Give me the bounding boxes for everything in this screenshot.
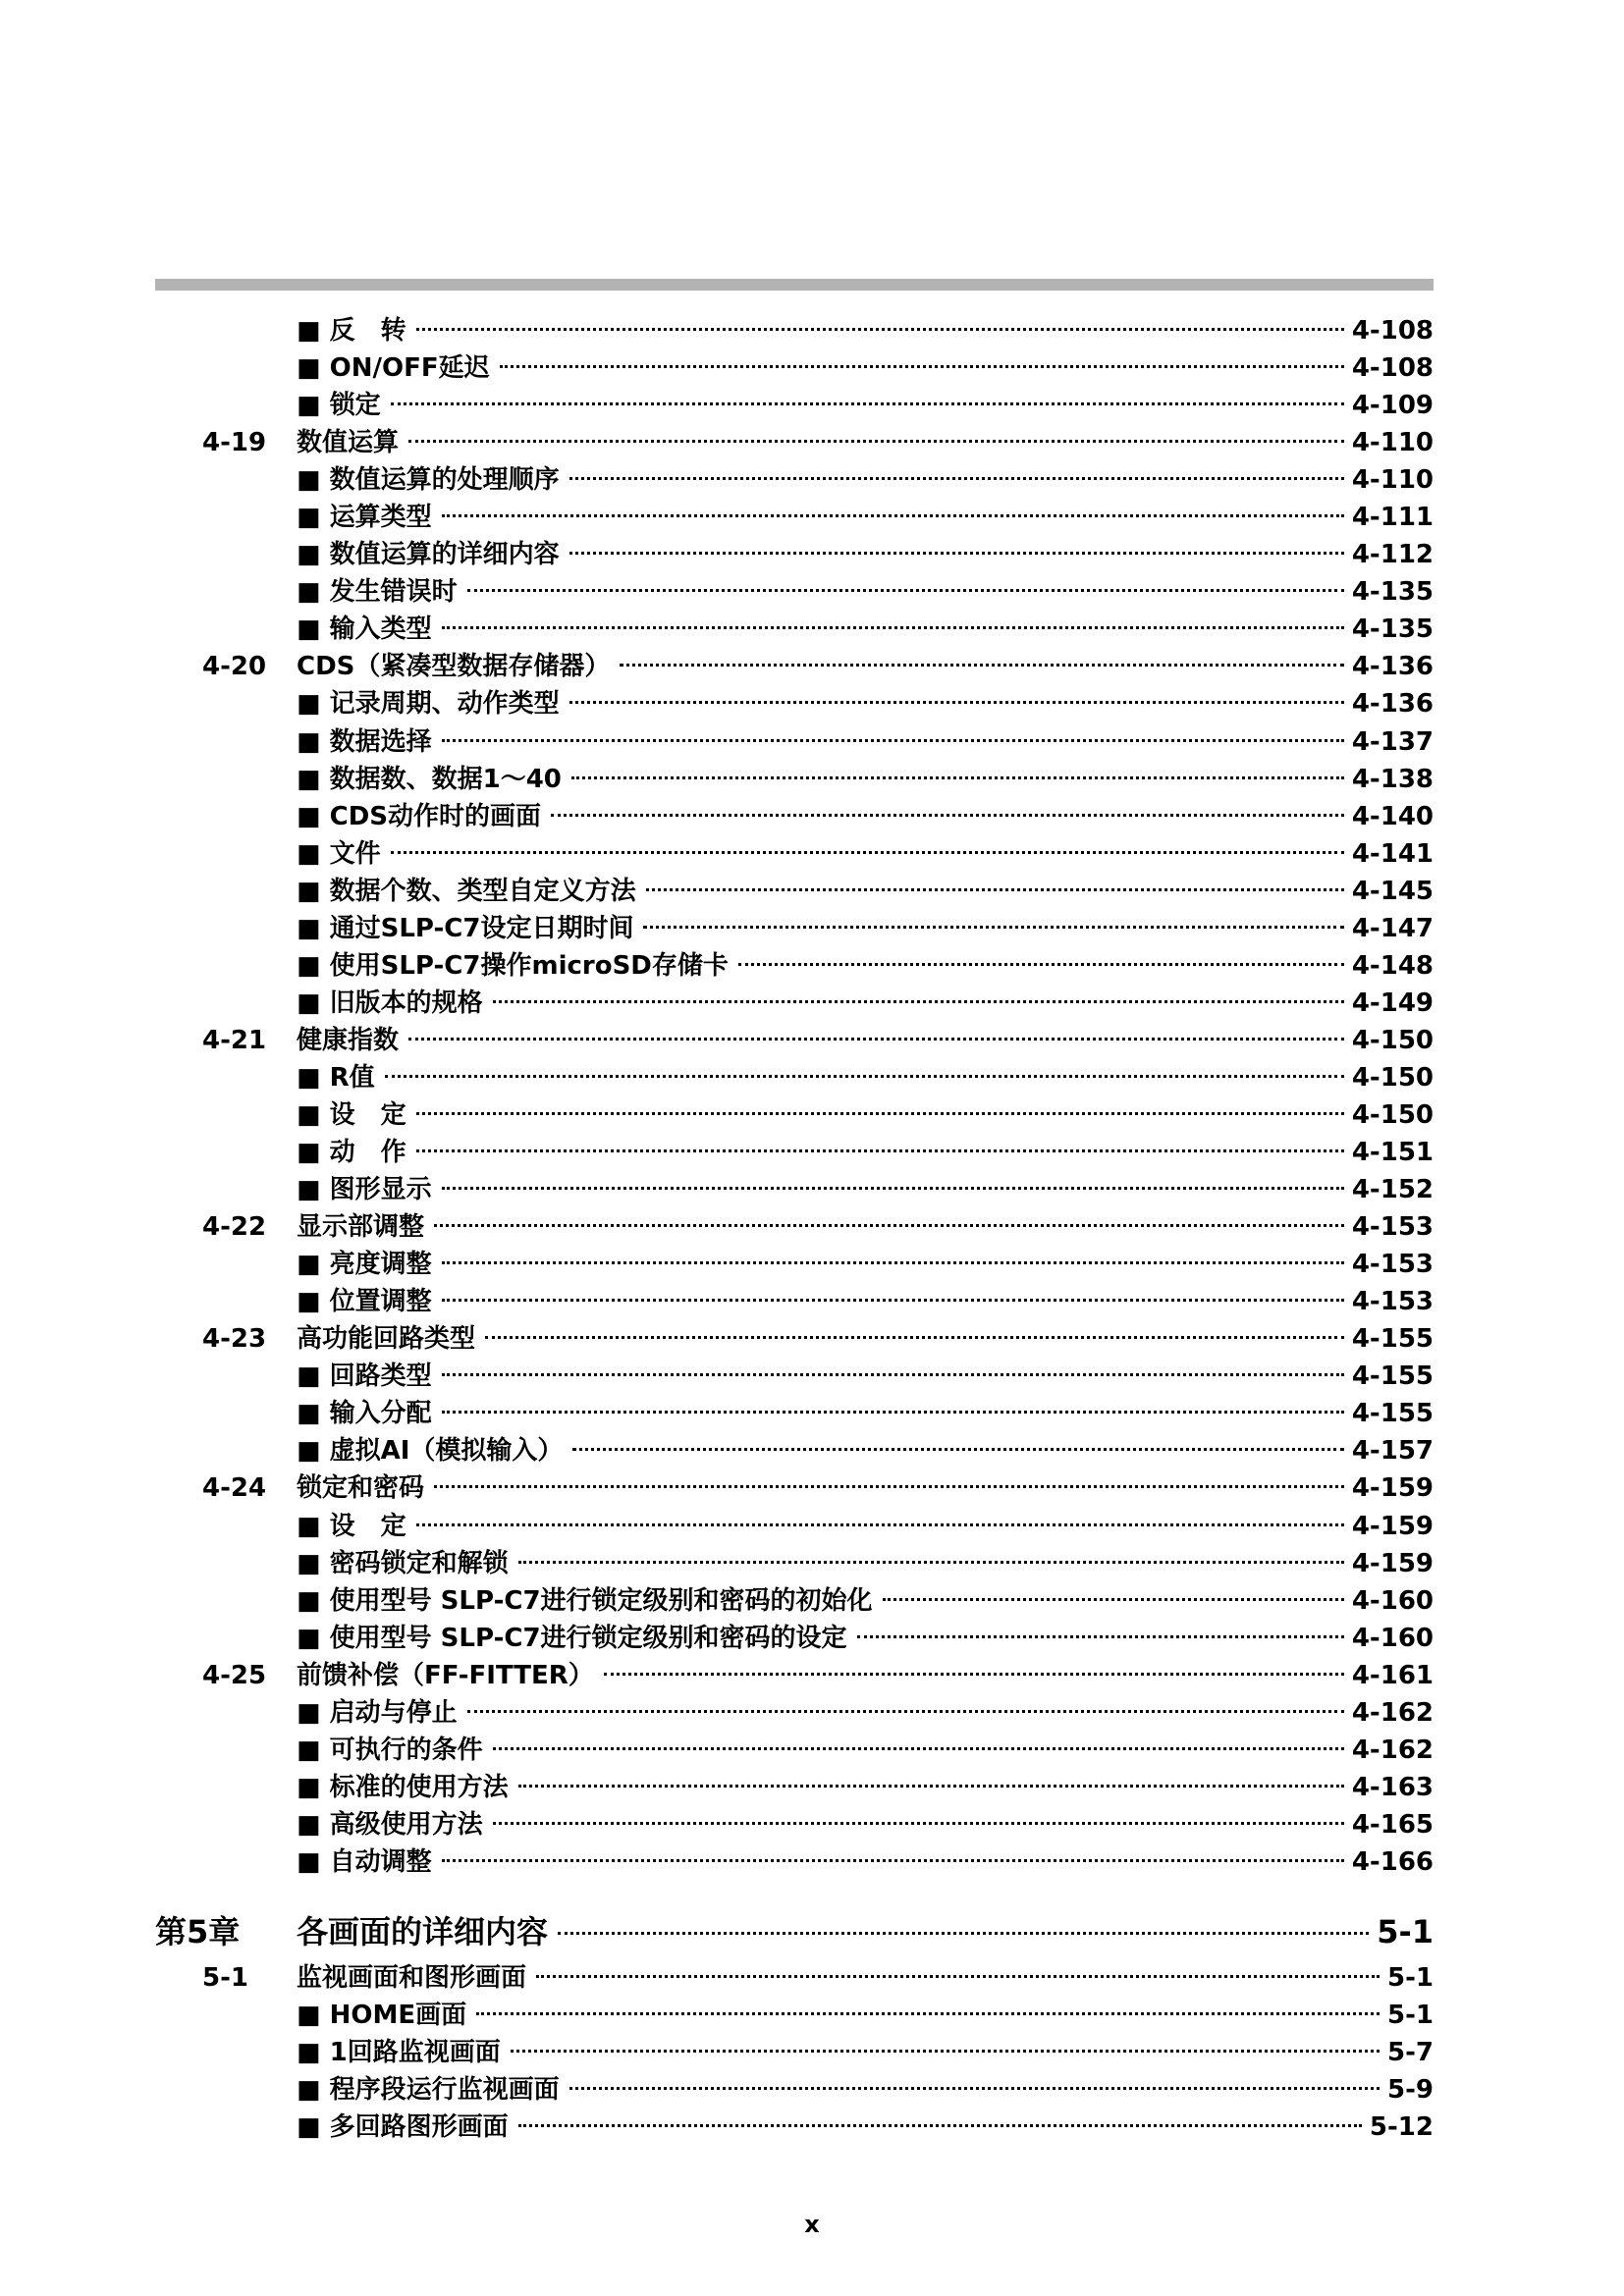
entry-title: ■ 虚拟AI（模拟输入） [297, 1432, 563, 1469]
entry-title: ■ 使用型号 SLP-C7进行锁定级别和密码的设定 [297, 1620, 847, 1657]
entry-page: 4-150 [1351, 1062, 1434, 1093]
toc-subentry[interactable] [155, 685, 1434, 722]
toc-section-entry[interactable] [155, 1320, 1434, 1358]
toc-section-entry[interactable] [155, 1959, 1434, 1997]
entry-title: ■ 文件 [297, 835, 381, 873]
toc-subentry[interactable] [155, 1769, 1434, 1806]
entry-title: ■ 通过SLP-C7设定日期时间 [297, 910, 633, 947]
dot-leader [391, 402, 1344, 405]
toc-subentry[interactable] [155, 1806, 1434, 1843]
dot-leader [518, 2124, 1362, 2127]
entry-title: 前馈补偿（FF-FITTER） [297, 1660, 594, 1690]
dot-leader [604, 1673, 1344, 1676]
entry-page: 4-162 [1351, 1735, 1434, 1765]
entry-page: 4-155 [1351, 1399, 1434, 1429]
entry-page: 4-136 [1351, 689, 1434, 720]
dot-leader [442, 1411, 1344, 1414]
toc-subentry[interactable] [155, 1732, 1434, 1769]
entry-title: ■ 亮度调整 [297, 1246, 432, 1283]
toc-section-entry[interactable] [155, 424, 1434, 461]
entry-page: 5-7 [1387, 2038, 1434, 2068]
dot-leader [408, 440, 1344, 443]
table-of-contents [155, 312, 1434, 2146]
entry-title: ■ 可执行的条件 [297, 1732, 483, 1769]
entry-page: 4-157 [1351, 1436, 1434, 1467]
entry-title: ■ 图形显示 [297, 1171, 432, 1208]
entry-page: 4-159 [1351, 1511, 1434, 1541]
dot-leader [442, 1859, 1344, 1862]
toc-subentry[interactable] [155, 1545, 1434, 1582]
section-number: 4-19 [202, 428, 267, 458]
dot-leader [467, 1710, 1344, 1713]
entry-title: ■ 数值运算的处理顺序 [297, 461, 560, 499]
toc-subentry[interactable] [155, 985, 1434, 1022]
dot-leader [442, 1187, 1344, 1190]
dot-leader [493, 1000, 1344, 1003]
dot-leader [571, 776, 1344, 779]
toc-subentry[interactable] [155, 1134, 1434, 1171]
toc-subentry[interactable] [155, 1620, 1434, 1657]
toc-subentry[interactable] [155, 1171, 1434, 1208]
entry-page: 4-149 [1351, 988, 1434, 1018]
toc-subentry[interactable] [155, 312, 1434, 349]
dot-leader [442, 739, 1344, 742]
toc-section-entry[interactable] [155, 1208, 1434, 1246]
entry-title: ■ 设 定 [297, 1096, 406, 1134]
entry-page: 4-136 [1351, 652, 1434, 682]
entry-page: 4-155 [1351, 1362, 1434, 1392]
toc-subentry[interactable] [155, 910, 1434, 947]
toc-subentry[interactable] [155, 461, 1434, 499]
dot-leader [857, 1635, 1344, 1638]
entry-page: 4-166 [1351, 1846, 1434, 1877]
dot-leader [485, 1336, 1344, 1339]
dot-leader [442, 1299, 1344, 1302]
entry-title: ■ 使用型号 SLP-C7进行锁定级别和密码的初始化 [297, 1582, 873, 1620]
section-number: 4-20 [202, 652, 267, 682]
dot-leader [646, 888, 1344, 891]
dot-leader [569, 2087, 1380, 2090]
dot-leader [500, 365, 1344, 368]
toc-subentry[interactable] [155, 573, 1434, 611]
dot-leader [518, 1785, 1344, 1788]
entry-page: 5-1 [1387, 1962, 1434, 1993]
entry-title: ■ 锁定 [297, 387, 381, 424]
entry-page: 4-135 [1351, 614, 1434, 645]
entry-title: ■ 数据数、数据1～40 [297, 761, 562, 798]
dot-leader [434, 1224, 1344, 1227]
entry-page: 4-108 [1351, 353, 1434, 384]
entry-title: ■ ON/OFF延迟 [297, 349, 490, 387]
dot-leader [442, 1373, 1344, 1376]
page-number: x [804, 2211, 820, 2238]
section-number: 4-23 [202, 1324, 267, 1355]
entry-title: ■ 程序段运行监视画面 [297, 2071, 560, 2109]
toc-section-chapter4 [155, 312, 1434, 1881]
toc-section-entry[interactable] [155, 648, 1434, 685]
dot-leader [434, 1485, 1344, 1488]
toc-subentry[interactable] [155, 1432, 1434, 1469]
toc-subentry[interactable] [155, 2109, 1434, 2146]
entry-title: ■ 启动与停止 [297, 1694, 458, 1732]
toc-subentry[interactable] [155, 611, 1434, 648]
entry-page: 4-159 [1351, 1548, 1434, 1578]
toc-subentry[interactable] [155, 349, 1434, 387]
toc-chapter-5[interactable] [155, 1904, 1434, 1959]
dot-leader [442, 626, 1344, 629]
chapter-title: 各画面的详细内容 [297, 1912, 549, 1950]
entry-title: 监视画面和图形画面 [297, 1962, 527, 1993]
dot-leader [385, 1075, 1344, 1078]
toc-subentry[interactable] [155, 1395, 1434, 1432]
entry-page: 4-145 [1351, 876, 1434, 906]
entry-page: 4-155 [1351, 1324, 1434, 1355]
entry-page: 4-110 [1351, 465, 1434, 496]
entry-page: 4-112 [1351, 540, 1434, 570]
entry-title: ■ 1回路监视画面 [297, 2034, 501, 2071]
section-number: 4-21 [202, 1025, 267, 1055]
entry-title: 锁定和密码 [297, 1473, 425, 1504]
section-number: 5-1 [202, 1962, 248, 1993]
dot-leader [416, 1149, 1344, 1152]
dot-leader [442, 514, 1344, 517]
entry-page: 4-160 [1351, 1623, 1434, 1653]
toc-subentry[interactable] [155, 387, 1434, 424]
entry-page: 4-151 [1351, 1138, 1434, 1168]
entry-page: 5-12 [1369, 2112, 1434, 2143]
dot-leader [643, 926, 1343, 929]
entry-title: ■ 数据选择 [297, 723, 432, 761]
toc-subentry[interactable] [155, 499, 1434, 536]
entry-title: ■ 设 定 [297, 1508, 406, 1545]
entry-title: ■ 多回路图形画面 [297, 2109, 509, 2146]
entry-page: 4-135 [1351, 577, 1434, 608]
entry-title: ■ 反 转 [297, 312, 406, 349]
entry-title: ■ 数值运算的详细内容 [297, 536, 560, 573]
entry-title: ■ 高级使用方法 [297, 1806, 483, 1843]
toc-subentry[interactable] [155, 2034, 1434, 2071]
entry-page: 4-138 [1351, 764, 1434, 794]
entry-title: 健康指数 [297, 1025, 400, 1055]
entry-title: 高功能回路类型 [297, 1324, 476, 1355]
dot-leader [493, 1822, 1344, 1825]
toc-subentry[interactable] [155, 2071, 1434, 2109]
entry-page: 4-163 [1351, 1772, 1434, 1802]
dot-leader [416, 328, 1344, 331]
dot-leader [551, 814, 1344, 817]
entry-title: 数值运算 [297, 428, 400, 458]
toc-section-chapter5 [155, 1959, 1434, 2146]
entry-page: 4-162 [1351, 1697, 1434, 1728]
entry-page: 4-153 [1351, 1212, 1434, 1243]
entry-title: ■ 输入类型 [297, 611, 432, 648]
entry-title: ■ 使用SLP-C7操作microSD存储卡 [297, 947, 729, 985]
toc-section-entry[interactable] [155, 1022, 1434, 1059]
dot-leader [536, 1975, 1380, 1978]
entry-page: 4-165 [1351, 1809, 1434, 1840]
dot-leader [569, 552, 1344, 555]
entry-title: ■ 运算类型 [297, 499, 432, 536]
entry-page: 4-140 [1351, 801, 1434, 831]
entry-title: ■ 记录周期、动作类型 [297, 685, 560, 722]
toc-subentry[interactable] [155, 761, 1434, 798]
entry-page: 4-137 [1351, 726, 1434, 757]
dot-leader [442, 1261, 1344, 1264]
entry-title: ■ CDS动作时的画面 [297, 798, 541, 835]
dot-leader [511, 2050, 1380, 2053]
entry-title: ■ 动 作 [297, 1134, 406, 1171]
dot-leader [493, 1747, 1344, 1750]
toc-subentry[interactable] [155, 1358, 1434, 1395]
toc-subentry[interactable] [155, 1283, 1434, 1320]
entry-title: ■ 回路类型 [297, 1358, 432, 1395]
entry-page: 4-153 [1351, 1287, 1434, 1317]
entry-page: 4-148 [1351, 950, 1434, 981]
chapter-number: 第5章 [155, 1912, 241, 1950]
dot-leader [620, 664, 1343, 667]
toc-subentry[interactable] [155, 835, 1434, 873]
entry-page: 4-108 [1351, 316, 1434, 346]
entry-page: 4-160 [1351, 1585, 1434, 1616]
entry-page: 4-152 [1351, 1175, 1434, 1205]
entry-title: ■ 发生错误时 [297, 573, 458, 611]
entry-title: 显示部调整 [297, 1212, 425, 1243]
toc-subentry[interactable] [155, 1997, 1434, 2034]
dot-leader [569, 701, 1344, 704]
dot-leader [391, 851, 1344, 854]
section-number: 4-24 [202, 1473, 267, 1504]
toc-subentry[interactable] [155, 1246, 1434, 1283]
chapter-page: 5-1 [1377, 1912, 1434, 1950]
entry-title: ■ 自动调整 [297, 1843, 432, 1881]
dot-leader [408, 1038, 1344, 1041]
entry-page: 4-153 [1351, 1250, 1434, 1280]
toc-subentry[interactable] [155, 873, 1434, 910]
dot-leader [738, 963, 1344, 966]
toc-subentry[interactable] [155, 1508, 1434, 1545]
entry-page: 5-1 [1387, 2001, 1434, 2031]
dot-leader [416, 1523, 1344, 1526]
toc-subentry[interactable] [155, 1694, 1434, 1732]
dot-leader [558, 1932, 1369, 1935]
toc-subentry[interactable] [155, 723, 1434, 761]
toc-subentry[interactable] [155, 947, 1434, 985]
entry-page: 4-159 [1351, 1473, 1434, 1504]
entry-title: ■ 旧版本的规格 [297, 985, 483, 1022]
toc-subentry[interactable] [155, 1843, 1434, 1881]
toc-subentry[interactable] [155, 798, 1434, 835]
entry-page: 5-9 [1387, 2075, 1434, 2106]
entry-title: ■ 标准的使用方法 [297, 1769, 509, 1806]
header-rule [155, 279, 1434, 291]
dot-leader [518, 1561, 1344, 1564]
toc-subentry[interactable] [155, 536, 1434, 573]
dot-leader [467, 589, 1344, 592]
section-number: 4-22 [202, 1212, 267, 1243]
entry-page: 4-147 [1351, 913, 1434, 943]
section-number: 4-25 [202, 1660, 267, 1690]
dot-leader [883, 1598, 1344, 1601]
entry-page: 4-110 [1351, 428, 1434, 458]
dot-leader [476, 2012, 1380, 2015]
entry-page: 4-141 [1351, 838, 1434, 869]
toc-subentry[interactable] [155, 1582, 1434, 1620]
entry-page: 4-109 [1351, 391, 1434, 421]
dot-leader [569, 477, 1344, 480]
entry-page: 4-150 [1351, 1025, 1434, 1055]
entry-title: ■ 数据个数、类型自定义方法 [297, 873, 636, 910]
toc-subentry[interactable] [155, 1096, 1434, 1134]
toc-section-entry[interactable] [155, 1657, 1434, 1694]
entry-page: 4-111 [1351, 503, 1434, 533]
entry-page: 4-161 [1351, 1660, 1434, 1690]
entry-title: CDS（紧凑型数据存储器） [297, 652, 611, 682]
entry-title: ■ R值 [297, 1059, 375, 1096]
entry-title: ■ 输入分配 [297, 1395, 432, 1432]
toc-subentry[interactable] [155, 1059, 1434, 1096]
toc-section-entry[interactable] [155, 1469, 1434, 1507]
dot-leader [572, 1448, 1343, 1451]
entry-title: ■ HOME画面 [297, 1997, 466, 2034]
entry-title: ■ 密码锁定和解锁 [297, 1545, 509, 1582]
dot-leader [416, 1112, 1344, 1115]
entry-title: ■ 位置调整 [297, 1283, 432, 1320]
entry-page: 4-150 [1351, 1099, 1434, 1130]
